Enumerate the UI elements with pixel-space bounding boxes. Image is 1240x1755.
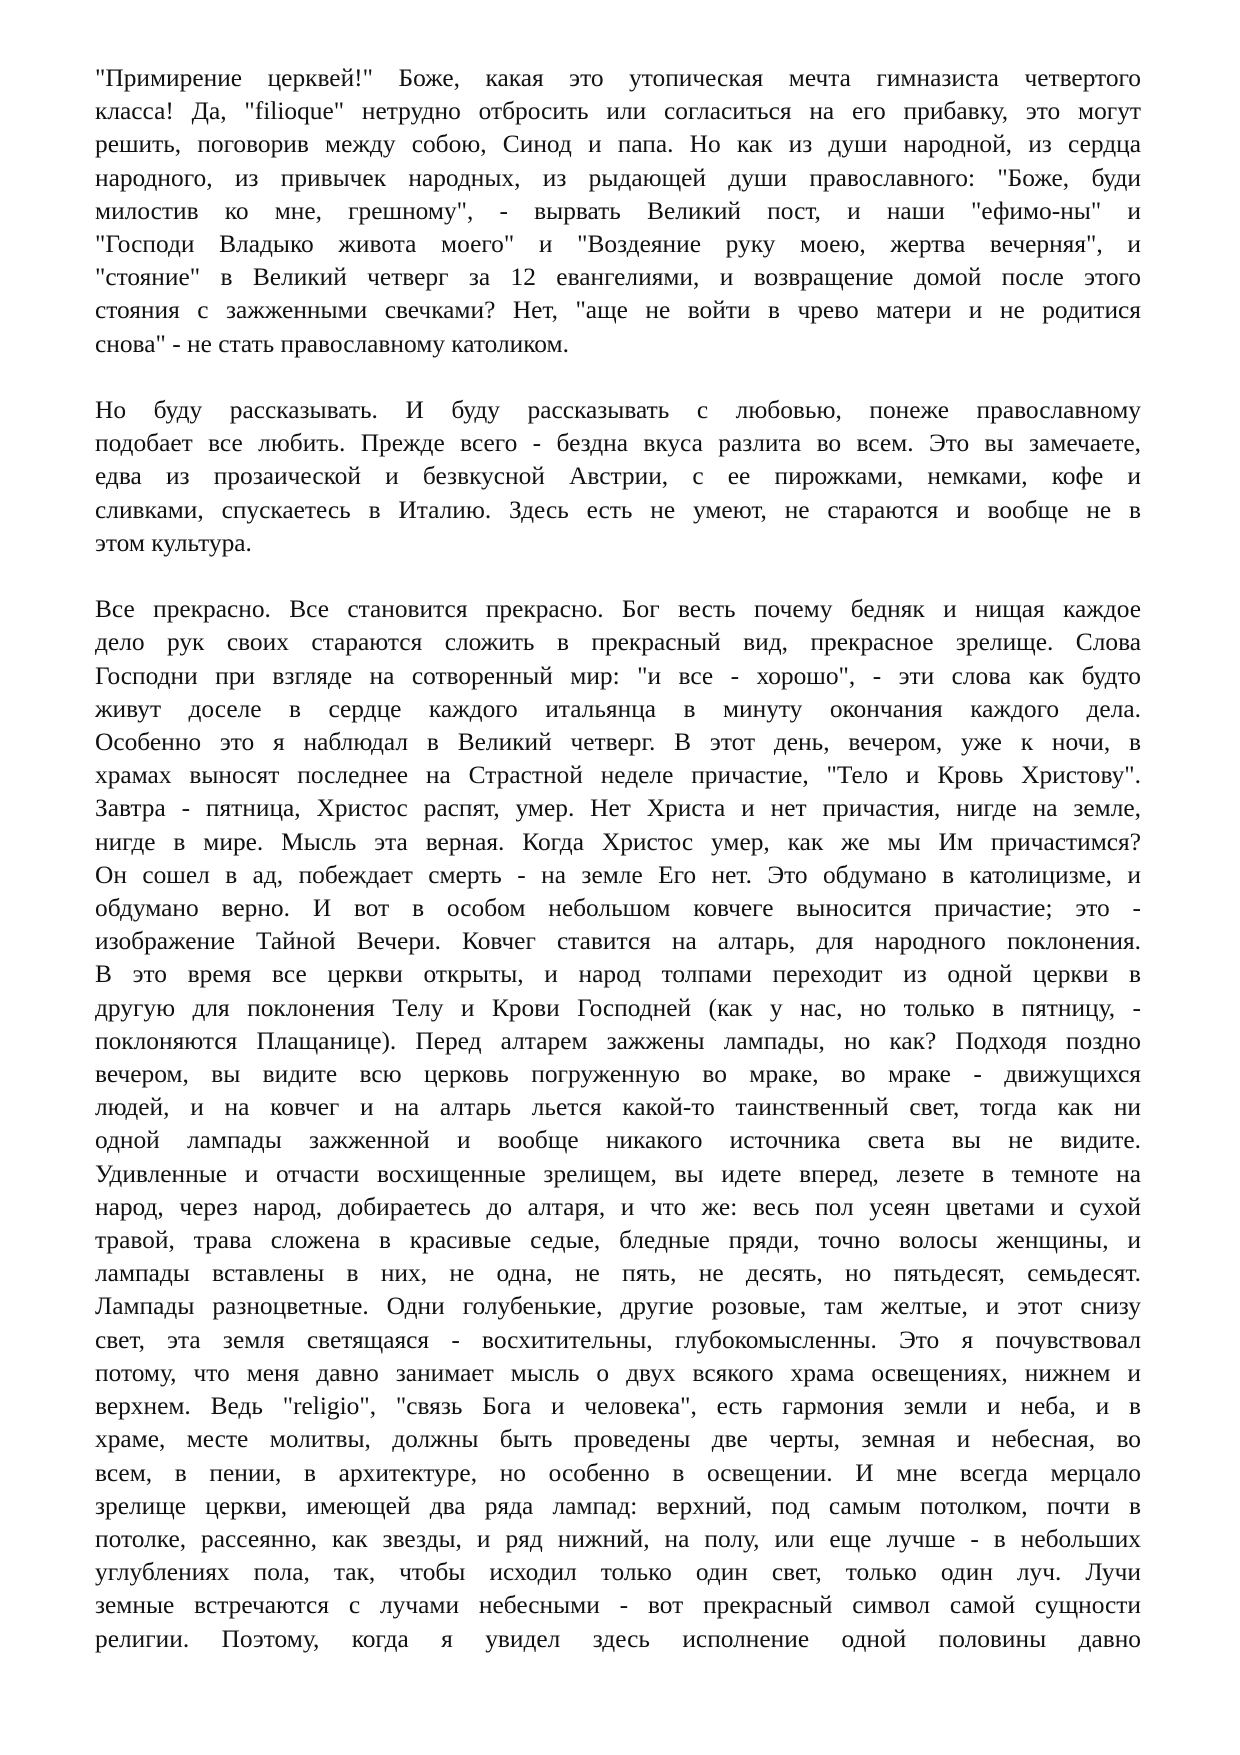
- text-line: травой, трава сложена в красивые седые, бледные пряди, точно волосы женщины, и: [95, 1226, 1141, 1255]
- text-line: свет, эта земля светящаяся - восхитительны, глубокомысленны. Это я почувствовал: [95, 1325, 1141, 1354]
- text-line: потолке, рассеянно, как звезды, и ряд нижний, на полу, или еще лучше - в небольших: [95, 1524, 1141, 1553]
- text-line: Лампады разноцветные. Одни голубенькие, другие розовые, там желтые, и этот снизу: [95, 1292, 1141, 1321]
- document-page: [95, 62, 1141, 1689]
- text-line: другую для поклонения Телу и Крови Господней (как у нас, но только в пятницу, -: [95, 993, 1141, 1022]
- paragraph-1: [95, 62, 1141, 361]
- text-line: лампады вставлены в них, не одна, не пять, не десять, но пятьдесят, семьдесят.: [95, 1259, 1141, 1288]
- text-line: В это время все церкви открыты, и народ толпами переходит из одной церкви в: [95, 960, 1141, 989]
- text-line: земные встречаются с лучами небесными - вот прекрасный символ самой сущности: [95, 1591, 1141, 1620]
- text-line: народ, через народ, добираетесь до алтаря, и что же: весь пол усеян цветами и сухой: [95, 1192, 1141, 1221]
- paragraph-2: [95, 394, 1141, 560]
- text-line: нигде в мире. Мысль эта верная. Когда Христос умер, как же мы Им причастимся?: [95, 827, 1141, 856]
- text-line: всем, в пении, в архитектуре, но особенно в освещении. И мне всегда мерцало: [95, 1458, 1141, 1487]
- text-line: верхнем. Ведь "religio", "связь Бога и человека", есть гармония земли и неба, и в: [95, 1392, 1141, 1421]
- text-line: едва из прозаической и безвкусной Австрии, с ее пирожками, немками, кофе и: [95, 462, 1141, 491]
- text-line: "Господи Владыко живота моего" и "Воздеяние руку моею, жертва вечерняя", и: [95, 230, 1141, 259]
- paragraph-3: [95, 593, 1141, 1656]
- text-line: класса! Да, "filioque" нетрудно отбросить или согласиться на его прибавку, это могут: [95, 97, 1141, 126]
- text-line: потому, что меня давно занимает мысль о двух всякого храма освещениях, нижнем и: [95, 1358, 1141, 1387]
- text-line: этом культура.: [95, 528, 252, 557]
- text-line: решить, поговорив между собою, Синод и папа. Но как из души народной, из сердца: [95, 130, 1141, 159]
- text-line: народного, из привычек народных, из рыдающей души православного: "Боже, буди: [95, 163, 1141, 192]
- text-line: религии. Поэтому, когда я увидел здесь исполнение одной половины давно: [95, 1624, 1141, 1653]
- text-line: Все прекрасно. Все становится прекрасно. Бог весть почему бедняк и нищая каждое: [95, 595, 1141, 624]
- text-line: стояния с зажженными свечками? Нет, "аще не войти в чрево матери и не родитися: [95, 296, 1141, 325]
- text-line: дело рук своих стараются сложить в прекрасный вид, прекрасное зрелище. Слова: [95, 628, 1141, 657]
- text-line: храме, месте молитвы, должны быть проведены две черты, земная и небесная, во: [95, 1425, 1141, 1454]
- text-line: "Примирение церквей!" Боже, какая это утопическая мечта гимназиста четвертого: [95, 64, 1141, 92]
- text-line: углублениях пола, так, чтобы исходил только один свет, только один луч. Лучи: [95, 1558, 1141, 1587]
- text-line: Но буду рассказывать. И буду рассказывать с любовью, понеже православному: [95, 396, 1141, 425]
- text-line: поклоняются Плащанице). Перед алтарем зажжены лампады, но как? Подходя поздно: [95, 1026, 1141, 1055]
- text-line: зрелище церкви, имеющей два ряда лампад: верхний, под самым потолком, почти в: [95, 1491, 1141, 1520]
- text-line: Он сошел в ад, побеждает смерть - на земле Его нет. Это обдумано в католицизме, и: [95, 860, 1141, 889]
- text-line: изображение Тайной Вечери. Ковчег ставится на алтарь, для народного поклонения.: [95, 927, 1141, 956]
- text-line: людей, и на ковчег и на алтарь льется какой-то таинственный свет, тогда как ни: [95, 1093, 1141, 1122]
- text-line: храмах выносят последнее на Страстной неделе причастие, "Тело и Кровь Христову".: [95, 761, 1141, 790]
- text-line: Господни при взгляде на сотворенный мир: "и все - хорошо", - эти слова как будто: [95, 661, 1141, 690]
- text-line: милостив ко мне, грешному", - вырвать Великий пост, и наши "ефимо-ны" и: [95, 196, 1141, 225]
- text-line: Завтра - пятница, Христос распят, умер. Нет Христа и нет причастия, нигде на земле,: [95, 794, 1141, 823]
- text-line: вечером, вы видите всю церковь погруженную во мраке, во мраке - движущихся: [95, 1060, 1141, 1089]
- text-line: живут доселе в сердце каждого итальянца в минуту окончания каждого дела.: [95, 694, 1141, 723]
- text-line: обдумано верно. И вот в особом небольшом ковчеге выносится причастие; это -: [95, 894, 1141, 923]
- text-line: подобает все любить. Прежде всего - бездна вкуса разлита во всем. Это вы замечаете,: [95, 429, 1141, 458]
- text-line: одной лампады зажженной и вообще никакого источника света вы не видите.: [95, 1126, 1141, 1155]
- text-line: сливками, спускаетесь в Италию. Здесь есть не умеют, не стараются и вообще не в: [95, 495, 1141, 524]
- text-line: "стояние" в Великий четверг за 12 евангелиями, и возвращение домой после этого: [95, 263, 1141, 292]
- text-line: Особенно это я наблюдал в Великий четверг. В этот день, вечером, уже к ночи, в: [95, 728, 1141, 757]
- text-line: снова" - не стать православному католиком.: [95, 329, 569, 358]
- text-line: Удивленные и отчасти восхищенные зрелищем, вы идете вперед, лезете в темноте на: [95, 1159, 1141, 1188]
